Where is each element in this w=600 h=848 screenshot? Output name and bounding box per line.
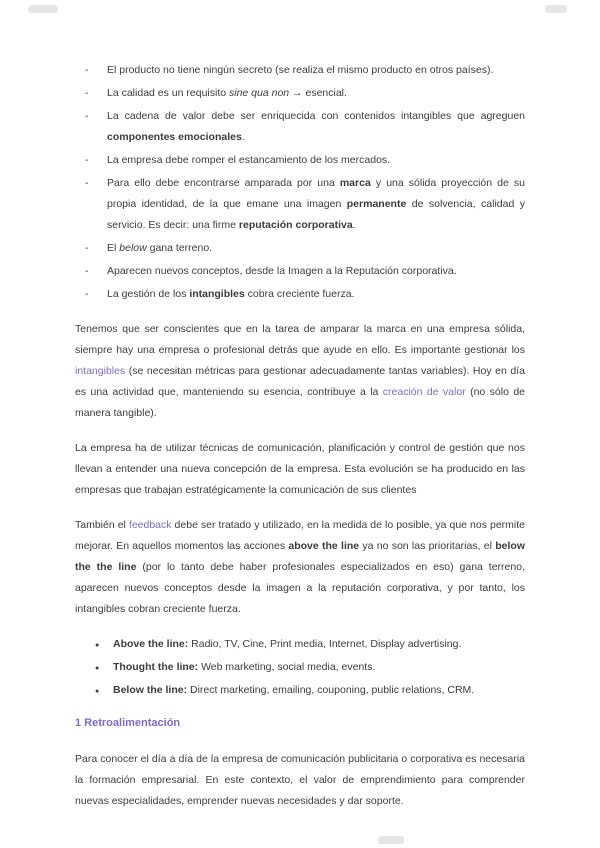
list-item bbox=[75, 261, 525, 282]
list-item bbox=[75, 60, 525, 81]
list-item bbox=[75, 657, 525, 678]
list-item bbox=[75, 106, 525, 148]
list-item-text: El producto no tiene ningún secreto (se realiza el mismo producto en otros países). bbox=[107, 64, 494, 76]
bullet-list bbox=[75, 634, 525, 701]
list-item-text: La cadena de valor debe ser enriquecida con contenidos intangibles que agreguen componentes emocionales. bbox=[107, 110, 525, 143]
dash-marker: - bbox=[85, 110, 89, 122]
paragraph: La empresa ha de utilizar técnicas de comunicación, planificación y control de gestión que nos llevan a entender una nueva concepción de la empresa. Esta evolución se ha producido en las empresas que trabajan estratégicamente la comunicación de sus clientes bbox=[75, 442, 525, 496]
page-artifact bbox=[28, 5, 58, 13]
page-artifact bbox=[378, 836, 404, 844]
list-item bbox=[75, 150, 525, 171]
list-item bbox=[75, 284, 525, 305]
list-item-text: Above the line: Radio, TV, Cine, Print media, Internet, Display advertising. bbox=[113, 638, 462, 650]
page-artifact bbox=[545, 5, 567, 13]
paragraph: También el feedback debe ser tratado y utilizado, en la medida de lo posible, ya que nos permite mejorar. En aquellos momentos las acciones above the line ya no son las prioritarias, el below the the line (por lo tanto debe haber profesionales especializados en eso) gana terreno, aparecen nuevos conceptos desde la imagen a la reputación corporativa, y por tanto, los intangibles cobran creciente fuerza. bbox=[75, 519, 525, 615]
list-item-text: Below the line: Direct marketing, emailing, couponing, public relations, CRM. bbox=[113, 684, 475, 696]
list-item bbox=[75, 680, 525, 701]
paragraph: Para conocer el día a día de la empresa de comunicación publicitaria o corporativa es necesaria la formación empresarial. En este contexto, el valor de emprendimiento para comprender nuevas especialidades, emprender nuevas necesidades y dar soporte. bbox=[75, 753, 525, 807]
list-item bbox=[75, 238, 525, 259]
list-item bbox=[75, 83, 525, 104]
dash-marker: - bbox=[85, 154, 89, 166]
bullet-marker: ● bbox=[95, 665, 100, 672]
dash-marker: - bbox=[85, 265, 89, 277]
dash-marker: - bbox=[85, 288, 89, 300]
section-heading: 1 Retroalimentación bbox=[75, 717, 181, 729]
bullet-marker: ● bbox=[95, 688, 100, 695]
list-item-text: Thought the line: Web marketing, social media, events. bbox=[113, 661, 376, 673]
list-item-text: La empresa debe romper el estancamiento de los mercados. bbox=[107, 154, 391, 166]
dash-marker: - bbox=[85, 177, 89, 189]
dash-marker: - bbox=[85, 87, 89, 99]
dash-list bbox=[75, 60, 525, 305]
paragraph: Tenemos que ser conscientes que en la tarea de amparar la marca en una empresa sólida, siempre hay una empresa o profesional detrás que ayude en ello. Es importante gestionar los intangibles (se necesitan métricas para gestionar adecuadamente tantas variables). Hoy en día es una actividad que, manteniendo su esencia, contribuye a la creación de valor (no sólo de manera tangible). bbox=[75, 323, 525, 419]
bullet-marker: ● bbox=[95, 642, 100, 649]
list-item-text: La gestión de los intangibles cobra creciente fuerza. bbox=[107, 288, 355, 300]
list-item-text: El below gana terreno. bbox=[107, 242, 213, 254]
dash-marker: - bbox=[85, 64, 89, 76]
list-item-text: La calidad es un requisito sine qua non → esencial. bbox=[107, 87, 347, 99]
list-item-text: Para ello debe encontrarse amparada por una marca y una sólida proyección de su propia identidad, de la que emane una imagen permanente de solvencia, calidad y servicio. Es decir: una firme reputación corporativa. bbox=[107, 177, 525, 231]
dash-marker: - bbox=[85, 242, 89, 254]
list-item-text: Aparecen nuevos conceptos, desde la Imagen a la Reputación corporativa. bbox=[107, 265, 457, 277]
list-item bbox=[75, 173, 525, 236]
list-item bbox=[75, 634, 525, 655]
